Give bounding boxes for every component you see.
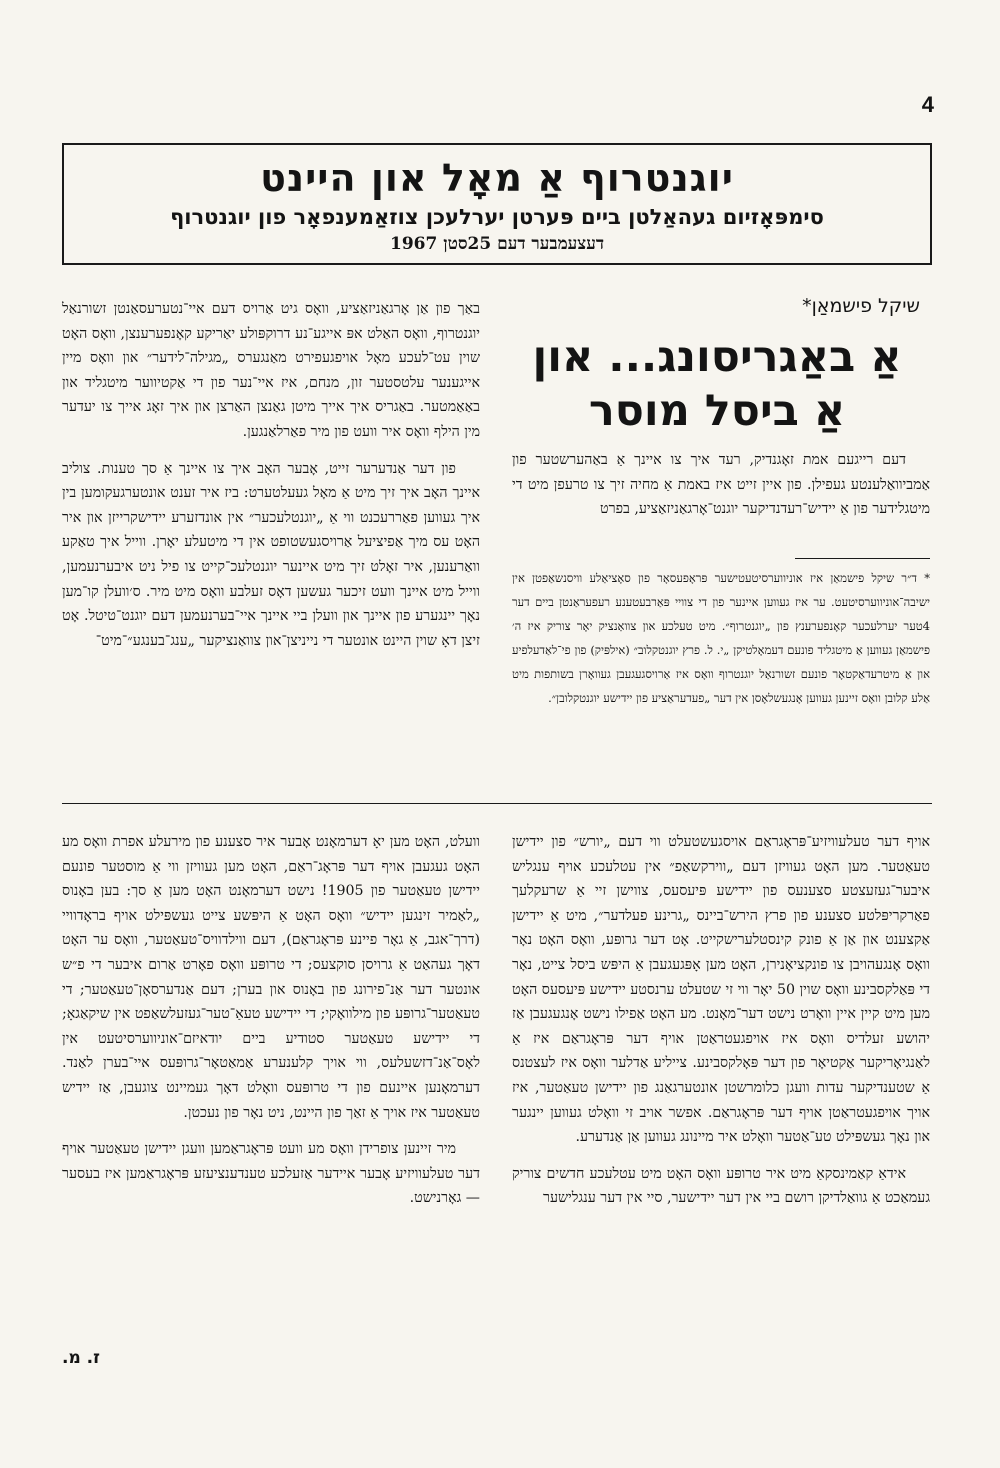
- article-author: שיקל פישמאַן*: [802, 295, 920, 317]
- column-paragraph: מיר זיינען צופרידן וואָס מע וועט פּראָגראַמען וועגן יידישן טעאַטער אויף דער טעלעוויזיע אָבער איידער אַזעלכע טענדענציעזע פּראָגראַמען איז בעסער — גאָרנישט.: [62, 1141, 480, 1207]
- masthead-box: [62, 143, 932, 265]
- page-number: 4: [921, 92, 934, 117]
- article-title: [512, 330, 922, 438]
- article-title-line-1: אַ באַגריסונג... און: [532, 332, 902, 382]
- article-intro-column: [512, 448, 930, 552]
- bottom-right-column: [512, 830, 930, 1360]
- column-paragraph: פון דער אַנדערער זייט, אָבער האָב איך צו איינך אַ סך טענות. צוליב איינך האָב איך זיך מיט אַ מאָל געעלטערט: ביז איר זענט אונטערגעקומען בין איך געווען פאַררעכנט ווי אַ „יוגנטלעכער״ אין אונדזערע יידישקרייזן און איר האָט עס מיך אַפיציעל אַרויסגעשטופט אין די מיטעלע יאָרן. ווייל איך טאַקע וואַרענען, איר זאָלט זיך מיט איינער יוגנטלעכ־קייט צו פיל ניט איבערנעמען, ווייל מיט איינך וועט זיכער געשען דאָס זעלבע וואָס מיט מיר. ס׳וועלן קו־מען נאָך יינגערע פון איינך און וועלן ביי איינך איי־בערנעמען דעם יוגנט־טיטל. אָט זיצן דאָ שוין היינט אונטער די נייניצן־און צוואַנציקער „ענג־בענגע״־מיט־: [62, 460, 480, 649]
- column-paragraph: וועלט, האָט מען יאָ דערמאָנט אָבער איר סצענע פון מירעלע אפרת וואָס מע האָט געגעבן אויף דער פּראָג־ראַם, האָט מען געוויזן ווי אַ מוסטער פונעם יידישן טעאַטער פון 1905! נישט דערמאָנט האָט מען אַ סך: בען באָנוס „לאַמיר זינגען יידיש״ וואָס האָט אַ היפּשע צייט געשפּילט אויף בראָדוויי (דרך־אגב, אַ גאָר פיינע פּראָגראַם), דעם ווילדוויס־טעאַטער, וואָס ער האָט דאָך געהאַט אַ גרויסן סוקצעס; די טרופּע וואָס פאָרט אַרום איבער די פ״ש אונטער דער אַנ־פירונג פון באָנוס און בערן; דעם אַנדערסאָן־טעאַטער; די טעאַטער־גרופּע פון מילוואָקי; די יידישע טעאַ־טער־געזעלשאַפט אין שיקאַגאָ; די יידישע טעאַטער סטודיע ביים יודאיזם־אוניווערסיטעט אין לאָס־אַנ־דזשעלעס, ווי אויך קלענערע אַמאַטאָר־גרופּעס איי־בערן לאַנד. דערמאָנען איינעם פון די טרופּעס וואָלט דאָך געמיינט צוגעבן, אַז יידיש טעאַטער איז אויך אַ זאַך פון היינט, ניט נאָר פון נעכטן.: [62, 834, 480, 1121]
- article-intro-paragraph: דעם רייגעם אמת זאָגנדיק, רעד איך צו איינך אַ באַהערשטער פון אַמביוואַלענטע געפילן. פון איין זייט איז באמת אַ מחיה זיך צו טרעפן מיט די מיטגלידער פון אַ יידיש־רעדנדיקער יוגנט־אָרגאַניזאַציע, בפרט: [512, 452, 930, 518]
- author-footnote: * ד״ר שיקל פישמאַן איז אוניווערסיטעטישער פּראָפעסאָר פון סאָציאַלע וויסנשאַפטן אין ישיבה־אוניווערסיטעט. ער איז געווען איינער פון די צוויי פּאַרבעטענע רעפעראַנטן ביים דער 4טער יערלעכער קאָנפערענץ פון „יוגנטרוף״. מיט טעלכע און צוואַנציק יאָר צוריק איז ה׳ פישמאַן געווען אַ מיטגליד פונעם דעמאָלטיקן „י. ל. פרץ יוגנטקלוב״ (אילפּיק) פון פי־לאַדעלפיע און אַ מיטרעדאַקטאָר פונעם זשורנאַל יוגנטרוף וואָס איז אַרויסגעגעבן געוואָרן בשותפות מיט אַלע קלובן וואָס זיינען געווען אָנגעשלאָסן אין דער „פעדעראַציע פון יידישע יוגנטקלובן״.: [512, 571, 930, 705]
- top-left-column: [62, 297, 480, 797]
- column-paragraph: אידאַ קאַמינסקאַ מיט איר טרופּע וואָס האָט מיט עטלעכע חדשים צוריק געמאַכט אַ גוואַלדיקן רושם ביי אין דער יידישער, סיי אין דער ענגלישער: [512, 1165, 930, 1207]
- editor-signature: ז. מ.: [62, 1348, 100, 1368]
- masthead-title: יוגנטרוף אַ מאָל און היינט: [260, 156, 734, 200]
- footnote-divider: [795, 558, 930, 559]
- column-paragraph: אויף דער טעלעוויזיע־פּראָגראַם אויסגעשטעלט ווי דעם „יורש״ פון יידישן טעאַטער. מען האָט געוויזן דעם „ווירקשאַפ״ אין עטלעכע אויף ענגליש איבער־געזעצטע סצענעס פון יידישע פּיעסעס, צווישן זיי אַ שרעקלעך פאַרקריפּלטע סצענע פון פרץ הירש־ביינס „גרינע פעלדער״, מיט אַ יידישן אַקצענט און אַן אַ פונק קינסטלערישקייט. אָט דער גרופּע, וואָס האָט נאָר וואָס אָנגעהויבן צו פונקציאָנירן, האָט מען אָפּגעגעבן אַ היפּש ביסל צייט, נאָר די פּאַלקסבינע וואָס שוין 50 יאָר ווי זי שטעלט ערנסטע יידישע פּיעסעס האָט מען מיט קיין איין וואָרט נישט דער־מאָנט. מע האָט אַפילו נישט אָנגעגעבן אַז יהושע זעלדיס וואָס איז אויפגעטראַטן אויף דער פּראָגראַם איז אַ לאַנגיאָריקער אַקטיאָר פון דער פּאָלקסבינע. צייליע אַדלער וואָס איז לעצטנס אַ שטענדיקער עדות וועגן כלומרשטן אונטערגאַנג פון יידישן טעאַטער, איז אויך אויפגעטראַטן אויף דער פּראָגראַם. אפשר אויב זי וואָלט געווען יינגער און נאָך געשפּילט טע־אַטער וואָלט איר מיינונג געווען אַן אַנדערע.: [512, 834, 930, 1146]
- bottom-left-column: [62, 830, 480, 1335]
- column-paragraph: באַך פון אַן אָרגאַניזאַציע, וואָס גיט אַרויס דעם איי־נטערעסאַנטן זשורנאַל יוגנטרוף, וואָס האַלט אפּ אייגע־נע דרוקפּולע יאַריקע קאָנפערענצן, וואָס האָט שוין עט־לעכע מאָל אויפגעפירט מאַנגערס „מגילה־לידער״ און וואָס מיין אייגענער עלטסטער זון, מנחם, איז איי־נער פון די אַקטיווער מיטגליד און באַאַמטער. באַגריס איך אייך מיטן גאַנצן האַרצן און איך זאָג אייך צו יעדער מין הילף וואָס איר וועט פון מיר פאַרלאַנגען.: [62, 301, 480, 440]
- masthead-subtitle: סימפּאָזיום געהאַלטן ביים פּערטן יערלעכן צוזאַמענפאָר פון יוגנטרוף: [170, 205, 824, 229]
- article-title-line-2: אַ ביסל מוסר: [588, 386, 846, 436]
- section-divider: [62, 803, 932, 804]
- masthead-date: דעצעמבער דעם 25סטן 1967: [389, 234, 604, 254]
